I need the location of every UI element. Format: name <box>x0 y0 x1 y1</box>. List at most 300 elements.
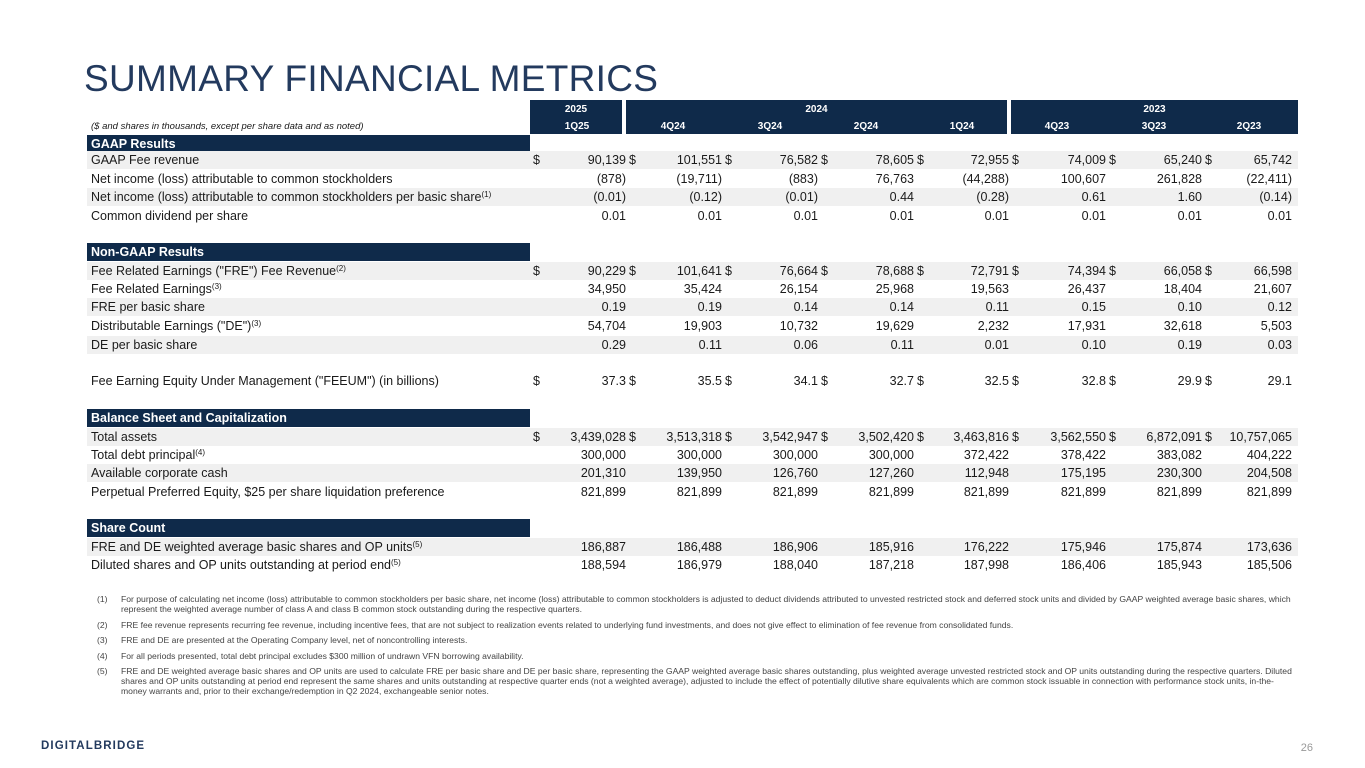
table-cell <box>629 207 722 225</box>
row-label-text: Perpetual Preferred Equity, $25 per share liquidation preference <box>91 485 445 499</box>
table-cell <box>533 188 626 206</box>
table-cell <box>629 262 722 280</box>
cell-value: 3,513,318 <box>666 430 722 444</box>
table-row-net-income-per-share <box>87 188 1298 206</box>
row-label-text: GAAP Fee revenue <box>91 153 200 167</box>
table-cell <box>821 556 914 574</box>
footnote <box>97 651 1297 661</box>
table-cell <box>1109 483 1202 501</box>
table-cell <box>1012 188 1106 206</box>
row-label <box>91 151 199 169</box>
cell-value: 74,009 <box>1067 153 1106 167</box>
row-label <box>91 280 222 298</box>
cell-value: 18,404 <box>1163 282 1202 296</box>
table-cell <box>821 298 914 316</box>
table-row-total-assets <box>87 428 1298 446</box>
table-cell <box>1109 170 1202 188</box>
currency-symbol: $ <box>917 264 924 278</box>
row-label-text: FRE per basic share <box>91 300 205 314</box>
cell-value: 3,463,816 <box>953 430 1009 444</box>
cell-value: 821,899 <box>1246 485 1292 499</box>
row-label <box>91 446 205 464</box>
table-cell <box>1109 151 1202 169</box>
cell-value: 404,222 <box>1246 448 1292 462</box>
currency-symbol: $ <box>533 153 540 167</box>
row-label <box>91 317 261 335</box>
table-cell <box>1012 207 1106 225</box>
cell-value: 186,488 <box>676 540 722 554</box>
year-label: 2024 <box>805 104 828 115</box>
cell-value: 3,439,028 <box>570 430 626 444</box>
table-cell <box>725 317 818 335</box>
quarter-label: 1Q24 <box>949 121 975 132</box>
cell-value: 261,828 <box>1156 172 1202 186</box>
table-cell <box>725 556 818 574</box>
currency-symbol: $ <box>1205 430 1212 444</box>
table-cell <box>1012 464 1106 482</box>
table-cell <box>533 428 626 446</box>
footnote <box>97 620 1297 630</box>
cell-value: 0.06 <box>793 338 818 352</box>
cell-value: 188,040 <box>772 558 818 572</box>
cell-value: 29.9 <box>1177 374 1202 388</box>
row-label-text: Fee Related Earnings ("FRE") Fee Revenue <box>91 264 337 278</box>
table-cell <box>1012 262 1106 280</box>
table-cell <box>1205 336 1292 354</box>
table-cell <box>1205 317 1292 335</box>
table-cell <box>1012 170 1106 188</box>
table-row-diluted-shares <box>87 556 1298 574</box>
cell-value: 5,503 <box>1260 319 1292 333</box>
table-cell <box>1205 188 1292 206</box>
cell-value: (19,711) <box>676 172 722 186</box>
cell-value: 19,903 <box>683 319 722 333</box>
table-cell <box>533 207 626 225</box>
quarter-label: 2Q24 <box>853 121 879 132</box>
table-cell <box>1109 372 1202 390</box>
row-label-text: Fee Earning Equity Under Management ("FEEUM") (in billions) <box>91 374 439 388</box>
cell-value: 0.03 <box>1267 338 1292 352</box>
table-cell <box>1012 372 1106 390</box>
table-cell <box>629 538 722 556</box>
currency-symbol: $ <box>1012 264 1019 278</box>
cell-value: (0.01) <box>785 190 818 204</box>
cell-value: (44,288) <box>962 172 1009 186</box>
table-cell <box>917 464 1009 482</box>
table-cell <box>629 170 722 188</box>
table-cell <box>629 336 722 354</box>
cell-value: 66,598 <box>1253 264 1292 278</box>
table-cell <box>1012 298 1106 316</box>
table-cell <box>1205 556 1292 574</box>
table-cell <box>1205 207 1292 225</box>
cell-value: 186,906 <box>772 540 818 554</box>
cell-value: 10,732 <box>779 319 818 333</box>
units-note: ($ and shares in thousands, except per share data and as noted) <box>91 121 364 132</box>
table-cell <box>917 262 1009 280</box>
row-label <box>91 188 491 206</box>
cell-value: 35.5 <box>697 374 722 388</box>
table-cell <box>533 336 626 354</box>
table-cell <box>533 483 626 501</box>
cell-value: 0.29 <box>601 338 626 352</box>
table-cell <box>629 428 722 446</box>
cell-value: 32.8 <box>1081 374 1106 388</box>
table-cell <box>533 170 626 188</box>
currency-symbol: $ <box>1205 264 1212 278</box>
cell-value: 821,899 <box>772 485 818 499</box>
cell-value: 0.01 <box>793 209 818 223</box>
table-cell <box>533 556 626 574</box>
cell-value: 29.1 <box>1267 374 1292 388</box>
table-cell <box>1109 336 1202 354</box>
table-cell <box>917 538 1009 556</box>
table-cell <box>917 207 1009 225</box>
table-cell <box>917 556 1009 574</box>
cell-value: 10,757,065 <box>1229 430 1292 444</box>
currency-symbol: $ <box>821 430 828 444</box>
cell-value: 821,899 <box>868 485 914 499</box>
row-label <box>91 170 393 188</box>
cell-value: 186,979 <box>676 558 722 572</box>
cell-value: 185,943 <box>1156 558 1202 572</box>
currency-symbol: $ <box>1012 153 1019 167</box>
table-cell <box>917 151 1009 169</box>
table-cell <box>1109 188 1202 206</box>
row-label <box>91 372 439 390</box>
cell-value: 0.19 <box>601 300 626 314</box>
footnote-ref: (3) <box>251 319 262 328</box>
cell-value: 186,406 <box>1060 558 1106 572</box>
table-cell <box>629 151 722 169</box>
year-label: 2025 <box>564 104 588 115</box>
table-cell <box>1109 207 1202 225</box>
table-row-de-per-share <box>87 336 1298 354</box>
cell-value: 35,424 <box>683 282 722 296</box>
quarter-label: 1Q25 <box>564 121 590 132</box>
table-cell <box>1205 262 1292 280</box>
company-logo: DIGITALBRIDGE <box>41 740 146 752</box>
table-row-weighted-shares <box>87 538 1298 556</box>
currency-symbol: $ <box>1012 430 1019 444</box>
cell-value: 0.01 <box>984 209 1009 223</box>
table-cell <box>629 556 722 574</box>
currency-symbol: $ <box>1109 153 1116 167</box>
cell-value: 176,222 <box>963 540 1009 554</box>
cell-value: 54,704 <box>587 319 626 333</box>
year-label: 2023 <box>1143 104 1166 115</box>
cell-value: 19,563 <box>970 282 1009 296</box>
table-cell <box>629 446 722 464</box>
footnote-number: (2) <box>97 619 108 630</box>
table-cell <box>1109 428 1202 446</box>
cell-value: 300,000 <box>868 448 914 462</box>
cell-value: 3,542,947 <box>762 430 818 444</box>
currency-symbol: $ <box>725 153 732 167</box>
cell-value: 74,394 <box>1067 264 1106 278</box>
currency-symbol: $ <box>629 430 636 444</box>
row-label <box>91 262 346 280</box>
cell-value: 126,760 <box>772 466 818 480</box>
cell-value: 383,082 <box>1156 448 1202 462</box>
footnote-ref: (3) <box>211 282 222 291</box>
footnote-number: (3) <box>97 635 108 645</box>
table-cell <box>1205 170 1292 188</box>
table-cell <box>629 298 722 316</box>
row-label-text: Total assets <box>91 430 158 444</box>
cell-value: 17,931 <box>1067 319 1106 333</box>
table-cell <box>533 151 626 169</box>
cell-value: 0.01 <box>601 209 626 223</box>
currency-symbol: $ <box>725 264 732 278</box>
cell-value: 0.01 <box>889 209 914 223</box>
table-cell <box>821 151 914 169</box>
cell-value: 0.14 <box>889 300 914 314</box>
table-cell <box>917 446 1009 464</box>
table-cell <box>533 446 626 464</box>
cell-value: 78,688 <box>875 264 914 278</box>
cell-value: 26,437 <box>1067 282 1106 296</box>
footnote <box>97 666 1297 696</box>
table-cell <box>1205 538 1292 556</box>
cell-value: 300,000 <box>772 448 818 462</box>
table-cell <box>725 428 818 446</box>
footnote-ref: (5) <box>412 540 423 549</box>
cell-value: 187,218 <box>868 558 914 572</box>
cell-value: 72,955 <box>970 153 1009 167</box>
cell-value: 76,664 <box>779 264 818 278</box>
cell-value: 0.01 <box>1177 209 1202 223</box>
cell-value: 90,139 <box>587 153 626 167</box>
cell-value: 821,899 <box>580 485 626 499</box>
row-label-text: Fee Related Earnings <box>91 282 212 296</box>
currency-symbol: $ <box>1205 153 1212 167</box>
cell-value: 90,229 <box>587 264 626 278</box>
table-row-fre-per-share <box>87 298 1298 316</box>
footnote-number: (1) <box>97 594 108 604</box>
table-row-feeum <box>87 372 1298 390</box>
table-row-preferred <box>87 483 1298 501</box>
footnote-text: FRE and DE weighted average basic shares and OP units are used to calculate FRE per basic share and DE per basic share, representing the GAAP weighted average basic shares outstanding, plus weighted average unvested restricted stock and OP units outstanding during the respective quarters. Diluted shares and OP units outstanding at period end represent the same shares and units outstanding at respective quarter ends (not a weighted average), adjusted to include the effect of potentially dilutive share equivalents which are common stock issuable in connection with performance stock units, in-the-money warrants and, prior to their exchange/redemption in Q2 2024, exchangeable senior notes. <box>121 666 1292 696</box>
cell-value: 32,618 <box>1163 319 1202 333</box>
page-title: SUMMARY FINANCIAL METRICS <box>84 58 659 99</box>
row-label-text: Distributable Earnings ("DE") <box>91 319 252 333</box>
currency-symbol: $ <box>1109 264 1116 278</box>
cell-value: 66,058 <box>1163 264 1202 278</box>
row-label-text: Common dividend per share <box>91 209 249 223</box>
currency-symbol: $ <box>1012 374 1019 388</box>
cell-value: 101,551 <box>676 153 722 167</box>
footnote-text: For purpose of calculating net income (loss) attributable to common stockholders per basic share, net income (loss) attributable to common stockholders is adjusted to deduct dividends attributed to unvested restricted stock and deferred stock units and divided by GAAP weighted average basic shares, which represent the weighted average number of class A and class B common stock outstanding during the respective quarters. <box>121 594 1291 614</box>
table-cell <box>821 446 914 464</box>
cell-value: (0.28) <box>976 190 1009 204</box>
table-cell <box>821 170 914 188</box>
table-cell <box>917 483 1009 501</box>
table-row-de <box>87 317 1298 335</box>
section-header-balance: Balance Sheet and Capitalization <box>87 409 530 427</box>
row-label <box>91 298 205 316</box>
table-row-total-debt <box>87 446 1298 464</box>
table-cell <box>1205 464 1292 482</box>
table-cell <box>1012 336 1106 354</box>
cell-value: 19,629 <box>875 319 914 333</box>
cell-value: 821,899 <box>676 485 722 499</box>
footnote <box>97 594 1297 614</box>
cell-value: 0.10 <box>1081 338 1106 352</box>
currency-symbol: $ <box>629 264 636 278</box>
table-row-gaap-fee-revenue <box>87 151 1298 169</box>
row-label-text: Total debt principal <box>91 448 196 462</box>
cell-value: 78,605 <box>875 153 914 167</box>
footnote-ref: (5) <box>390 558 401 567</box>
table-cell <box>533 317 626 335</box>
table-cell <box>533 372 626 390</box>
table-cell <box>1205 428 1292 446</box>
table-cell <box>821 483 914 501</box>
quarter-label: 3Q24 <box>757 121 783 132</box>
table-cell <box>629 464 722 482</box>
row-label-text: Net income (loss) attributable to common stockholders per basic share <box>91 190 482 204</box>
table-cell <box>917 372 1009 390</box>
table-cell <box>725 170 818 188</box>
table-cell <box>821 428 914 446</box>
cell-value: 175,946 <box>1060 540 1106 554</box>
table-cell <box>917 188 1009 206</box>
table-cell <box>725 336 818 354</box>
footnote-ref: (2) <box>336 264 346 273</box>
row-label-text: Diluted shares and OP units outstanding at period end <box>91 558 391 572</box>
table-cell <box>821 207 914 225</box>
table-cell <box>821 280 914 298</box>
table-cell <box>917 170 1009 188</box>
cell-value: 188,594 <box>580 558 626 572</box>
quarter-label: 4Q24 <box>660 121 686 132</box>
table-cell <box>821 188 914 206</box>
table-cell <box>1205 372 1292 390</box>
table-row-dividend <box>87 207 1298 225</box>
table-cell <box>1012 446 1106 464</box>
cell-value: 185,506 <box>1246 558 1292 572</box>
table-cell <box>1012 483 1106 501</box>
table-cell <box>1205 151 1292 169</box>
cell-value: (0.12) <box>689 190 722 204</box>
cell-value: (22,411) <box>1246 172 1292 186</box>
cell-value: 0.01 <box>984 338 1009 352</box>
table-cell <box>629 188 722 206</box>
cell-value: 25,968 <box>875 282 914 296</box>
table-cell <box>821 464 914 482</box>
cell-value: 0.44 <box>889 190 914 204</box>
cell-value: 32.7 <box>889 374 914 388</box>
table-cell <box>1205 298 1292 316</box>
table-cell <box>1012 317 1106 335</box>
table-cell <box>533 538 626 556</box>
table-cell <box>1109 280 1202 298</box>
currency-symbol: $ <box>533 374 540 388</box>
cell-value: 32.5 <box>984 374 1009 388</box>
table-cell <box>1205 483 1292 501</box>
table-cell <box>1012 280 1106 298</box>
table-cell <box>629 317 722 335</box>
table-cell <box>725 372 818 390</box>
currency-symbol: $ <box>629 153 636 167</box>
cell-value: 0.14 <box>793 300 818 314</box>
section-header-nongaap: Non-GAAP Results <box>87 243 530 261</box>
cell-value: 300,000 <box>580 448 626 462</box>
cell-value: 6,872,091 <box>1146 430 1202 444</box>
table-cell <box>917 298 1009 316</box>
cell-value: 378,422 <box>1060 448 1106 462</box>
cell-value: 76,763 <box>875 172 914 186</box>
row-label <box>91 428 157 446</box>
cell-value: (0.01) <box>593 190 626 204</box>
cell-value: 2,232 <box>977 319 1009 333</box>
table-cell <box>629 483 722 501</box>
cell-value: 139,950 <box>676 466 722 480</box>
table-cell <box>725 207 818 225</box>
quarter-label: 2Q23 <box>1236 121 1262 132</box>
footnote-number: (4) <box>97 650 108 661</box>
table-cell <box>1012 151 1106 169</box>
cell-value: 204,508 <box>1246 466 1292 480</box>
cell-value: 21,607 <box>1253 282 1292 296</box>
cell-value: 37.3 <box>601 374 626 388</box>
cell-value: 112,948 <box>964 466 1009 480</box>
cell-value: 34,950 <box>587 282 626 296</box>
table-cell <box>725 280 818 298</box>
currency-symbol: $ <box>533 430 540 444</box>
cell-value: 3,502,420 <box>858 430 914 444</box>
table-cell <box>1012 556 1106 574</box>
currency-symbol: $ <box>821 374 828 388</box>
table-cell <box>725 446 818 464</box>
table-cell <box>725 188 818 206</box>
cell-value: 26,154 <box>779 282 818 296</box>
section-header-shares: Share Count <box>87 519 530 537</box>
cell-value: 0.19 <box>1177 338 1202 352</box>
cell-value: 372,422 <box>963 448 1009 462</box>
table-cell <box>821 372 914 390</box>
table-cell <box>1012 428 1106 446</box>
table-cell <box>725 151 818 169</box>
table-row-fre-fee-revenue <box>87 262 1298 280</box>
section-header-gaap: GAAP Results <box>87 135 530 153</box>
cell-value: 0.11 <box>890 338 914 352</box>
footnote-number: (5) <box>97 666 108 676</box>
table-cell <box>821 262 914 280</box>
cell-value: 3,562,550 <box>1050 430 1106 444</box>
footnote-text: For all periods presented, total debt principal excludes $300 million of undrawn VFN borrowing availability. <box>121 650 524 661</box>
table-cell <box>533 262 626 280</box>
cell-value: 300,000 <box>676 448 722 462</box>
cell-value: 100,607 <box>1060 172 1106 186</box>
cell-value: 0.61 <box>1081 190 1106 204</box>
footnote-text: FRE and DE are presented at the Operating Company level, net of noncontrolling interests. <box>121 635 468 645</box>
cell-value: 0.19 <box>697 300 722 314</box>
table-cell <box>1109 298 1202 316</box>
row-label <box>91 336 197 354</box>
table-cell <box>821 538 914 556</box>
cell-value: 821,899 <box>1156 485 1202 499</box>
currency-symbol: $ <box>917 430 924 444</box>
row-label-text: FRE and DE weighted average basic shares and OP units <box>91 540 413 554</box>
table-cell <box>533 298 626 316</box>
cell-value: (0.14) <box>1259 190 1292 204</box>
cell-value: 0.01 <box>1081 209 1106 223</box>
quarter-label: 4Q23 <box>1044 121 1070 132</box>
table-cell <box>1109 262 1202 280</box>
table-row-net-income <box>87 170 1298 188</box>
